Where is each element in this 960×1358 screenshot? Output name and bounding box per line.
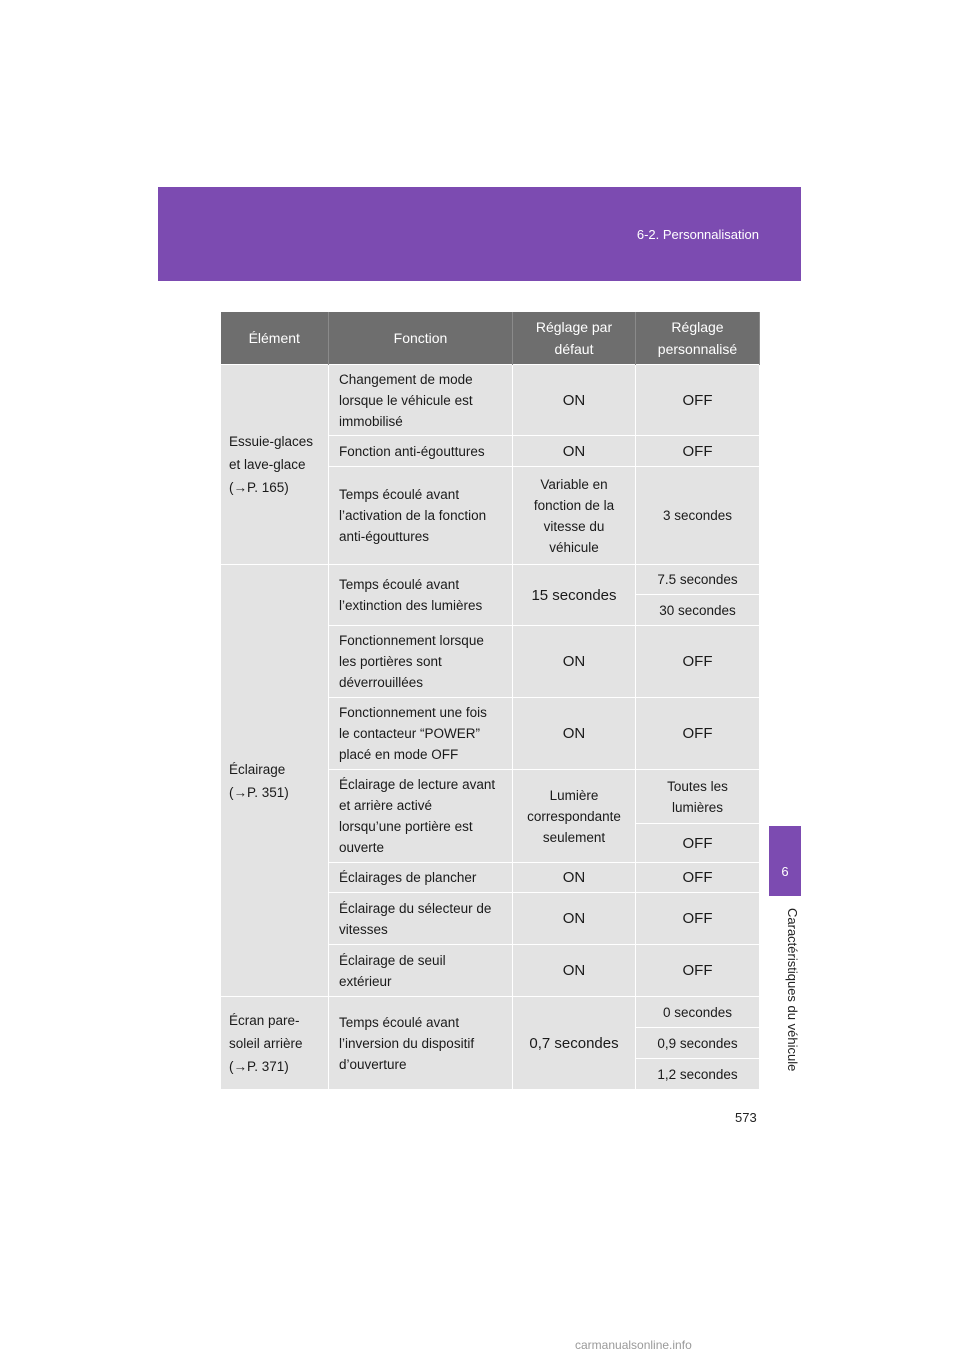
function-cell: Éclairages de plancher bbox=[329, 863, 513, 893]
function-cell: Temps écoulé avant l’activation de la fonction anti-égouttures bbox=[329, 467, 513, 565]
table-header-row bbox=[221, 312, 760, 365]
custom-value-cell: OFF bbox=[636, 893, 760, 945]
custom-value-cell: 0 secondes bbox=[636, 997, 760, 1028]
default-value-cell: ON bbox=[513, 436, 636, 467]
function-cell: Éclairage du sélecteur de vitesses bbox=[329, 893, 513, 945]
custom-value-cell: OFF bbox=[636, 863, 760, 893]
default-value-cell: ON bbox=[513, 945, 636, 997]
default-value-cell: ON bbox=[513, 863, 636, 893]
custom-value-cell: OFF bbox=[636, 626, 760, 698]
default-value-cell: ON bbox=[513, 893, 636, 945]
custom-value-cell: 1,2 secondes bbox=[636, 1059, 760, 1090]
default-value-cell: 15 secondes bbox=[513, 565, 636, 626]
custom-value-cell: OFF bbox=[636, 824, 760, 863]
function-cell: Changement de mode lorsque le véhicule est immobilisé bbox=[329, 365, 513, 436]
custom-value-cell: OFF bbox=[636, 945, 760, 997]
default-value-cell: 0,7 secondes bbox=[513, 997, 636, 1090]
header-custom: Réglage personnalisé bbox=[636, 312, 760, 365]
chapter-tab-number: 6 bbox=[781, 864, 789, 879]
custom-value-cell: 30 secondes bbox=[636, 595, 760, 626]
function-cell: Fonction anti-égouttures bbox=[329, 436, 513, 467]
custom-value-cell: 0,9 secondes bbox=[636, 1028, 760, 1059]
function-cell: Fonctionnement une fois le contacteur “POWER” placé en mode OFF bbox=[329, 698, 513, 770]
function-cell: Temps écoulé avant l’inversion du dispositif d’ouverture bbox=[329, 997, 513, 1090]
function-cell: Éclairage de seuil extérieur bbox=[329, 945, 513, 997]
custom-value-cell: 3 secondes bbox=[636, 467, 760, 565]
custom-value-cell: OFF bbox=[636, 436, 760, 467]
item-cell: Écran pare- soleil arrière (→P. 371) bbox=[221, 997, 329, 1090]
table-row bbox=[221, 365, 760, 436]
chapter-label: Caractéristiques du véhicule bbox=[785, 908, 800, 1072]
default-value-cell: ON bbox=[513, 365, 636, 436]
table-row bbox=[221, 997, 760, 1028]
watermark: carmanualsonline.info bbox=[575, 1338, 692, 1352]
header-default: Réglage par défaut bbox=[513, 312, 636, 365]
item-cell: Éclairage (→P. 351) bbox=[221, 565, 329, 997]
custom-value-cell: Toutes les lumières bbox=[636, 770, 760, 824]
custom-value-cell: OFF bbox=[636, 365, 760, 436]
header-band bbox=[158, 187, 801, 281]
table-row bbox=[221, 565, 760, 595]
chapter-tab bbox=[769, 826, 801, 896]
custom-value-cell: 7.5 secondes bbox=[636, 565, 760, 595]
default-value-cell: ON bbox=[513, 698, 636, 770]
default-value-cell: Variable en fonction de la vitesse du véhicule bbox=[513, 467, 636, 565]
page-number: 573 bbox=[735, 1110, 757, 1125]
default-value-cell: Lumière correspondante seulement bbox=[513, 770, 636, 863]
function-cell: Fonctionnement lorsque les portières sont déverrouillées bbox=[329, 626, 513, 698]
custom-value-cell: OFF bbox=[636, 698, 760, 770]
item-cell: Essuie-glaces et lave-glace (→P. 165) bbox=[221, 365, 329, 565]
function-cell: Temps écoulé avant l’extinction des lumières bbox=[329, 565, 513, 626]
customization-table bbox=[220, 312, 760, 1090]
header-function: Fonction bbox=[329, 312, 513, 365]
section-title: 6-2. Personnalisation bbox=[636, 227, 759, 242]
header-element: Élément bbox=[221, 312, 329, 365]
function-cell: Éclairage de lecture avant et arrière activé lorsqu’une portière est ouverte bbox=[329, 770, 513, 863]
default-value-cell: ON bbox=[513, 626, 636, 698]
